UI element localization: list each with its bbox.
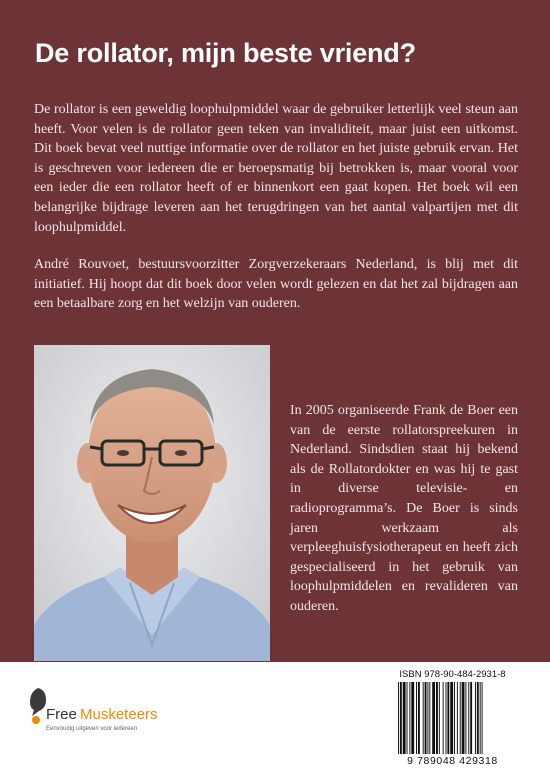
author-bio: In 2005 organiseerde Frank de Boer een van de eerste rollatorspreekuren in Nederland. Sindsdien staat hij bekend als de Rollatordokter en was hij te gast in diverse televisie- en radioprogramma’s. De Boer is sinds jaren werkzaam als verpleeghuisfysiotherapeut en heeft zich gespecialiseerd in het gebruik van loophulpmiddelen en revalideren van ouderen. <box>290 403 518 614</box>
barcode-digits: 9 789048 429318 <box>407 755 498 767</box>
barcode-image <box>398 682 516 754</box>
author-portrait-illustration <box>34 345 270 661</box>
blurb-paragraph-1: De rollator is een geweldig loophulpmiddel waar de gebruiker letterlijk veel steun aan heeft. Voor velen is de rollator geen teken van invaliditeit, maar juist een uitkomst. Dit boek bevat veel nuttige informatie over de rollator en het juiste gebruik ervan. Het is geschreven voor iedereen die er beroepsmatig bij betrokken is, maar vooral voor een ieder die een rollator heeft of er binnenkort een gaat kopen. Het boek wil een belangrijke bijdrage leveren aan het terugdringen van het aantal valpartijen met dit loophulpmiddel. <box>34 102 518 235</box>
isbn-block <box>384 667 521 773</box>
publisher-name-part2: Musketeers <box>80 706 158 723</box>
publisher-tagline: Eenvoudig uitgeven voor iedereen <box>46 726 138 732</box>
publisher-name-part1: Free <box>46 706 77 723</box>
speech-bubble-icon <box>28 686 48 726</box>
publisher-logo <box>28 684 178 744</box>
isbn-label: ISBN 978-90-484-2931-8 <box>399 669 506 680</box>
author-photo <box>34 345 270 661</box>
book-title: De rollator, mijn beste vriend? <box>35 38 416 68</box>
blurb-paragraph-2: André Rouvoet, bestuursvoorzitter Zorgverzekeraars Nederland, is blij met dit initiatief. Hij hoopt dat dit boek door velen wordt gelezen en dat het zal bijdragen aan een betaalbare zorg en het welzijn van ouderen. <box>34 257 518 312</box>
